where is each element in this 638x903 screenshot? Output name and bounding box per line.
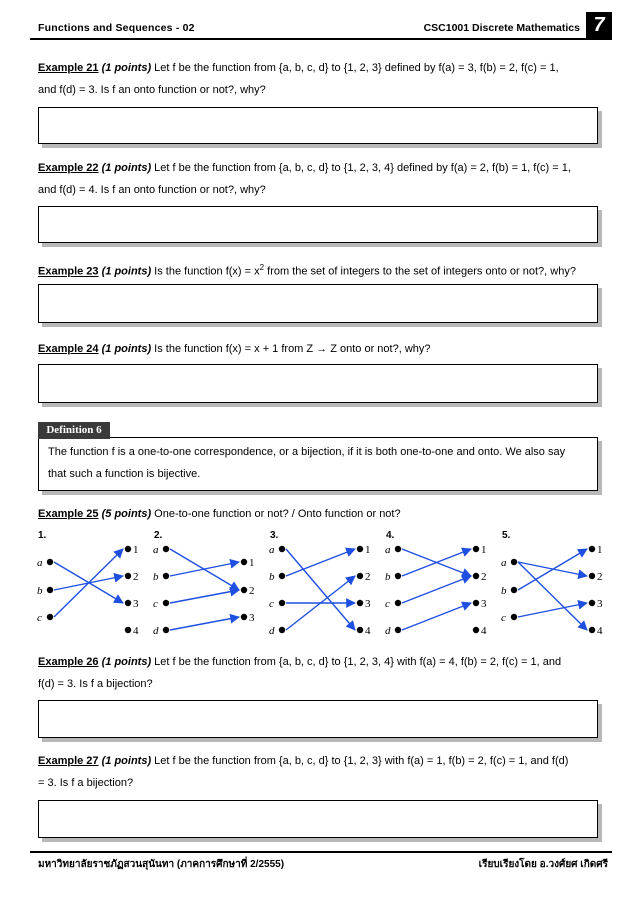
header-title: Functions and Sequences - 02 (38, 22, 195, 34)
answer-box-27[interactable] (38, 800, 598, 838)
diagram-4-left-dot (395, 546, 401, 552)
diagram-1-arrow (54, 549, 123, 617)
diagram-number-1: 1. (38, 530, 47, 541)
example-26 (38, 651, 600, 695)
diagram-3-right-label: 1 (365, 544, 371, 556)
example-21-text-1: Let f be the function from {a, b, c, d} to {1, 2, 3} defined by f(a) = 3, f(b) = 2, f(c) = 1, (154, 62, 559, 74)
diagram-1-arrow (54, 562, 123, 603)
diagram-1-left-dot (47, 614, 53, 620)
example-24-points: (1 points) (101, 343, 152, 355)
example-25-label: Example 25 (38, 508, 99, 520)
diagram-3-left-label: b (269, 571, 275, 583)
diagram-2-arrow (170, 617, 239, 630)
diagram-3-left-dot (279, 627, 285, 633)
example-22-points: (1 points) (101, 162, 152, 174)
header-divider (30, 38, 612, 40)
diagram-2-left-dot (163, 627, 169, 633)
diagram-3-right-label: 4 (365, 625, 371, 637)
answer-box-21[interactable] (38, 107, 598, 144)
diagram-4-right-label: 3 (481, 598, 487, 610)
diagram-5-right-label: 2 (597, 571, 603, 583)
diagram-5-right-dot (589, 546, 595, 552)
example-26-points: (1 points) (101, 656, 152, 668)
diagram-4-arrow (402, 549, 471, 576)
diagram-3-left-dot (279, 546, 285, 552)
diagram-1-right-label: 2 (133, 571, 139, 583)
example-21-points: (1 points) (101, 62, 152, 74)
diagram-1-left-dot (47, 559, 53, 565)
diagram-2-left-label: b (153, 571, 159, 583)
diagram-2-right-label: 3 (249, 612, 255, 624)
diagram-5-left-dot (511, 614, 517, 620)
diagram-2-right-dot (241, 587, 247, 593)
diagram-3-left-dot (279, 600, 285, 606)
diagram-3-left-dot (279, 573, 285, 579)
diagram-4-right-dot (473, 573, 479, 579)
diagram-1-right-dot (125, 600, 131, 606)
diagram-1-arrow (54, 576, 123, 590)
diagram-2-arrow (170, 590, 239, 603)
diagram-1-right-dot (125, 573, 131, 579)
example-26-text-2: f(d) = 3. Is f a bijection? (38, 678, 153, 690)
diagram-4-right-dot (473, 546, 479, 552)
diagram-4-right-label: 1 (481, 544, 487, 556)
diagram-3-left-label: d (269, 625, 275, 637)
example-23 (38, 257, 600, 283)
example-21-label: Example 21 (38, 62, 99, 74)
diagram-number-5: 5. (502, 530, 511, 541)
diagram-1-right-label: 4 (133, 625, 139, 637)
diagram-2-left-dot (163, 546, 169, 552)
diagram-1-left-dot (47, 587, 53, 593)
example-27-label: Example 27 (38, 755, 99, 767)
answer-box-26[interactable] (38, 700, 598, 738)
diagram-number-2: 2. (154, 530, 163, 541)
diagram-4-left-label: d (385, 625, 391, 637)
diagram-5-right-label: 1 (597, 544, 603, 556)
diagram-4-left-dot (395, 627, 401, 633)
diagram-5-right-label: 4 (597, 625, 603, 637)
diagram-5-left-dot (511, 587, 517, 593)
footer-author: เรียบเรียงโดย อ.วงศ์ยศ เกิดศรี (478, 859, 608, 870)
example-22-label: Example 22 (38, 162, 99, 174)
diagram-4-left-label: b (385, 571, 391, 583)
example-26-text-1: Let f be the function from {a, b, c, d} to {1, 2, 3, 4} with f(a) = 4, f(b) = 2, f(c) = 1, and (154, 656, 562, 668)
diagram-5-left-label: b (501, 585, 507, 597)
example-27 (38, 750, 600, 794)
diagram-3-right-label: 2 (365, 571, 371, 583)
diagram-4-left-label: c (385, 598, 390, 610)
diagram-4-right-dot (473, 600, 479, 606)
diagram-5-right-label: 3 (597, 598, 603, 610)
diagram-1-left-label: c (37, 612, 42, 624)
example-23-label: Example 23 (38, 265, 99, 278)
example-27-points: (1 points) (101, 755, 152, 767)
example-22 (38, 157, 600, 201)
diagram-4-left-dot (395, 573, 401, 579)
example-23-text-b: from the set of integers to the set of integers onto or not?, why? (267, 265, 576, 278)
diagram-2-arrow (170, 549, 239, 590)
diagram-1-right-label: 1 (133, 544, 139, 556)
definition-text-2: that such a function is bijective. (48, 468, 201, 480)
diagram-5-left-dot (511, 559, 517, 565)
example-27-text-1: Let f be the function from {a, b, c, d} to {1, 2, 3} with f(a) = 1, f(b) = 2, f(c) = 1, and f(d) (154, 755, 569, 767)
diagram-5-arrow (518, 549, 587, 590)
diagram-1-left-label: a (37, 557, 43, 569)
diagram-number-3: 3. (270, 530, 279, 541)
example-23-points: (1 points) (101, 265, 152, 278)
diagram-4-arrow (402, 549, 471, 576)
page-number: 7 (586, 12, 612, 38)
header-course: CSC1001 Discrete Mathematics (423, 22, 580, 34)
answer-box-24[interactable] (38, 364, 598, 403)
diagram-2-left-dot (163, 573, 169, 579)
answer-box-22[interactable] (38, 206, 598, 243)
diagram-4-right-label: 2 (481, 571, 487, 583)
diagram-5-left-label: a (501, 557, 507, 569)
diagram-2-right-label: 2 (249, 585, 255, 597)
diagram-2-right-label: 1 (249, 557, 255, 569)
diagram-4-arrow (402, 576, 471, 603)
diagram-1-left-label: b (37, 585, 43, 597)
example-26-label: Example 26 (38, 656, 99, 668)
diagram-3-arrow (286, 549, 355, 576)
diagram-1-right-dot (125, 627, 131, 633)
example-21-text-2: and f(d) = 3. Is f an onto function or not?, why? (38, 84, 266, 96)
example-22-text-2: and f(d) = 4. Is f an onto function or not?, why? (38, 184, 266, 196)
diagram-2-right-dot (241, 559, 247, 565)
example-27-text-2: = 3. Is f a bijection? (38, 777, 134, 789)
diagram-2-left-label: c (153, 598, 158, 610)
diagram-4-left-label: a (385, 544, 391, 556)
diagram-number-4: 4. (386, 530, 395, 541)
definition-text (48, 441, 590, 485)
definition-tag: Definition 6 (38, 422, 110, 439)
definition-text-1: The function f is a one-to-one correspondence, or a bijection, if it is both one-to-one and onto. We also say (48, 446, 566, 458)
diagram-5-right-dot (589, 627, 595, 633)
diagram-2-left-dot (163, 600, 169, 606)
diagram-3-right-dot (357, 627, 363, 633)
diagram-3-right-dot (357, 546, 363, 552)
example-21 (38, 57, 600, 101)
diagram-5-right-dot (589, 573, 595, 579)
footer-university: มหาวิทยาลัยราชภัฏสวนสุนันทา (ภาคการศึกษาที่ 2/2555) (38, 859, 285, 870)
diagram-2-arrow (170, 562, 239, 576)
example-25-points: (5 points) (101, 508, 152, 520)
diagram-1-right-label: 3 (133, 598, 139, 610)
diagram-3-arrow (286, 576, 355, 630)
diagram-3-right-dot (357, 573, 363, 579)
example-23-text-a: Is the function f(x) = x (154, 265, 260, 278)
example-23-superscript: 2 (259, 263, 265, 272)
diagram-4-left-dot (395, 600, 401, 606)
example-24-text: Is the function f(x) = x + 1 from Z → Z onto or not?, why? (154, 343, 431, 355)
diagram-1-right-dot (125, 546, 131, 552)
example-25 (38, 503, 600, 525)
example-22-text-1: Let f be the function from {a, b, c, d} to {1, 2, 3, 4} defined by f(a) = 2, f(b) = 1, f(c) = 1, (154, 162, 571, 174)
example-24-label: Example 24 (38, 343, 99, 355)
diagram-5-arrow (518, 562, 587, 576)
diagram-3-right-label: 3 (365, 598, 371, 610)
example-25-text: One-to-one function or not? / Onto function or not? (154, 508, 401, 520)
answer-box-23[interactable] (38, 284, 598, 323)
diagram-5-left-label: c (501, 612, 506, 624)
diagram-2-left-label: d (153, 625, 159, 637)
diagram-5-right-dot (589, 600, 595, 606)
diagram-5-arrow (518, 562, 587, 630)
diagram-3-arrow (286, 549, 355, 630)
diagram-3-right-dot (357, 600, 363, 606)
footer-divider (30, 851, 612, 853)
diagram-3-left-label: c (269, 598, 274, 610)
diagram-4-right-dot (473, 627, 479, 633)
diagram-2-left-label: a (153, 544, 159, 556)
diagram-3-left-label: a (269, 544, 275, 556)
diagram-5-arrow (518, 603, 587, 617)
diagram-2-right-dot (241, 614, 247, 620)
example-24 (38, 338, 600, 360)
diagram-4-right-label: 4 (481, 625, 487, 637)
diagram-4-arrow (402, 603, 471, 630)
